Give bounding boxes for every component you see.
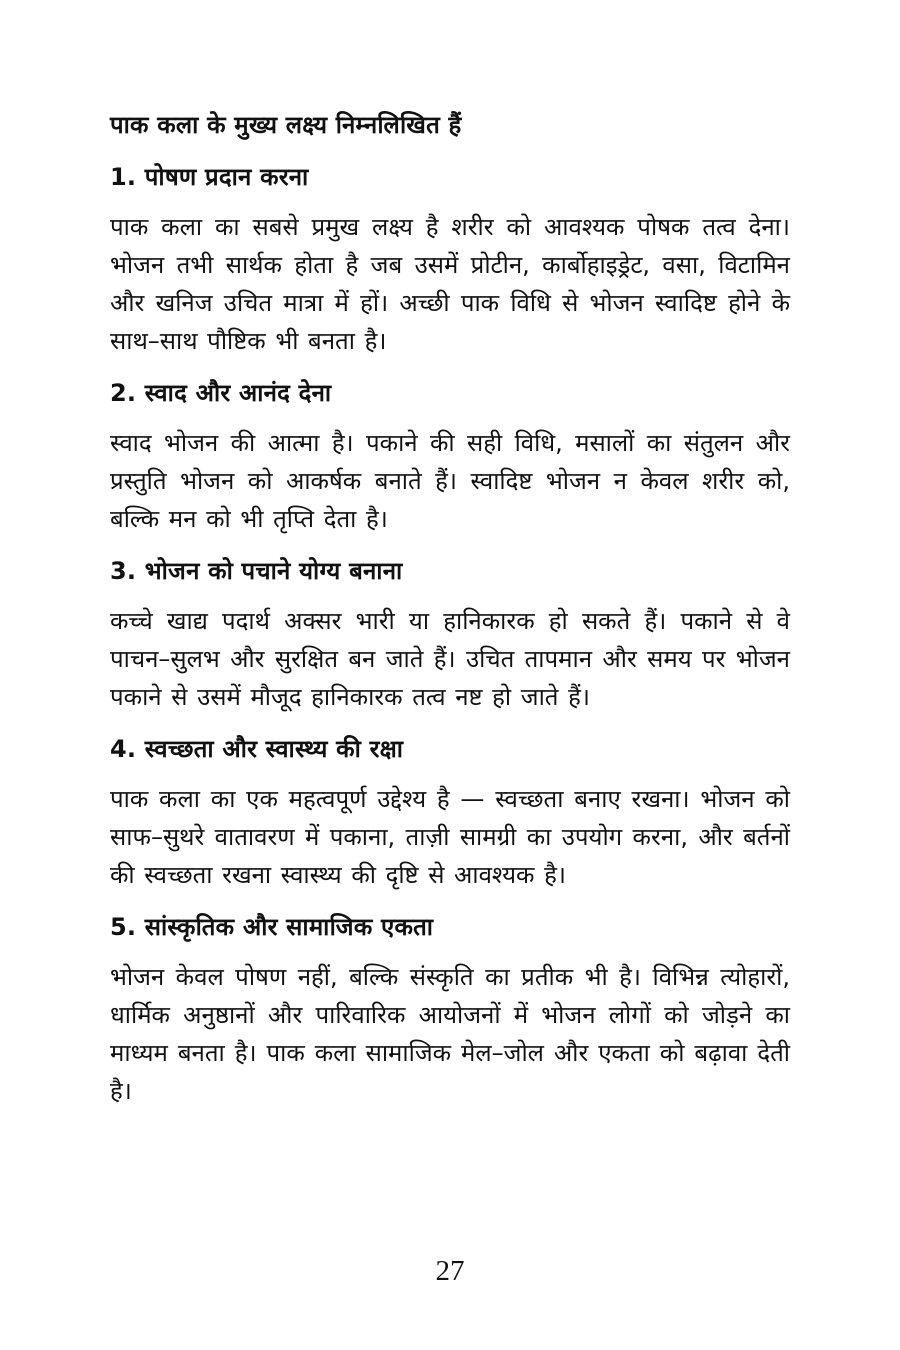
section-5-body: भोजन केवल पोषण नहीं, बल्कि संस्कृति का प्रतीक भी है। विभिन्न त्योहारों, धार्मिक अनुष्ठानों और पारिवारिक आयोजनों में भोजन लोगों को जोड़ने का माध्यम बनता है। पाक कला सामाजिक मेल–जोल और एकता को बढ़ावा देती है।	[110, 963, 790, 1105]
section-4-body: पाक कला का एक महत्वपूर्ण उद्देश्य है — स्वच्छता बनाए रखना। भोजन को साफ–सुथरे वातावरण में पकाना, ताज़ी सामग्री का उपयोग करना, और बर्तनों की स्वच्छता रखना स्वास्थ्य की दृष्टि से आवश्यक है।	[110, 785, 790, 889]
section-1-heading: 1. पोषण प्रदान करना	[110, 163, 309, 191]
section-3-heading: 3. भोजन को पचाने योग्य बनाना	[110, 557, 403, 585]
section-1-body: पाक कला का सबसे प्रमुख लक्ष्य है शरीर को आवश्यक पोषक तत्व देना। भोजन तभी सार्थक होता है जब उसमें प्रोटीन, कार्बोहाइड्रेट, वसा, विटामिन और खनिज उचित मात्रा में हों। अच्छी पाक विधि से भोजन स्वादिष्ट होने के साथ–साथ पौष्टिक भी बनता है।	[110, 213, 790, 355]
section-2-heading: 2. स्वाद और आनंद देना	[110, 379, 332, 407]
section-3-body: कच्चे खाद्य पदार्थ अक्सर भारी या हानिकारक हो सकते हैं। पकाने से वे पाचन–सुलभ और सुरक्षित बन जाते हैं। उचित तापमान और समय पर भोजन पकाने से उसमें मौजूद हानिकारक तत्व नष्ट हो जाते हैं।	[110, 607, 790, 711]
section-4-heading: 4. स्वच्छता और स्वास्थ्य की रक्षा	[110, 735, 404, 763]
page-number: 27	[435, 1255, 465, 1287]
section-2-body: स्वाद भोजन की आत्मा है। पकाने की सही विधि, मसालों का संतुलन और प्रस्तुति भोजन को आकर्षक बनाते हैं। स्वादिष्ट भोजन न केवल शरीर को, बल्कि मन को भी तृप्ति देता है।	[110, 429, 790, 533]
section-5-heading: 5. सांस्कृतिक और सामाजिक एकता	[110, 913, 434, 941]
intro-heading: पाक कला के मुख्य लक्ष्य निम्नलिखित हैं	[110, 111, 462, 139]
